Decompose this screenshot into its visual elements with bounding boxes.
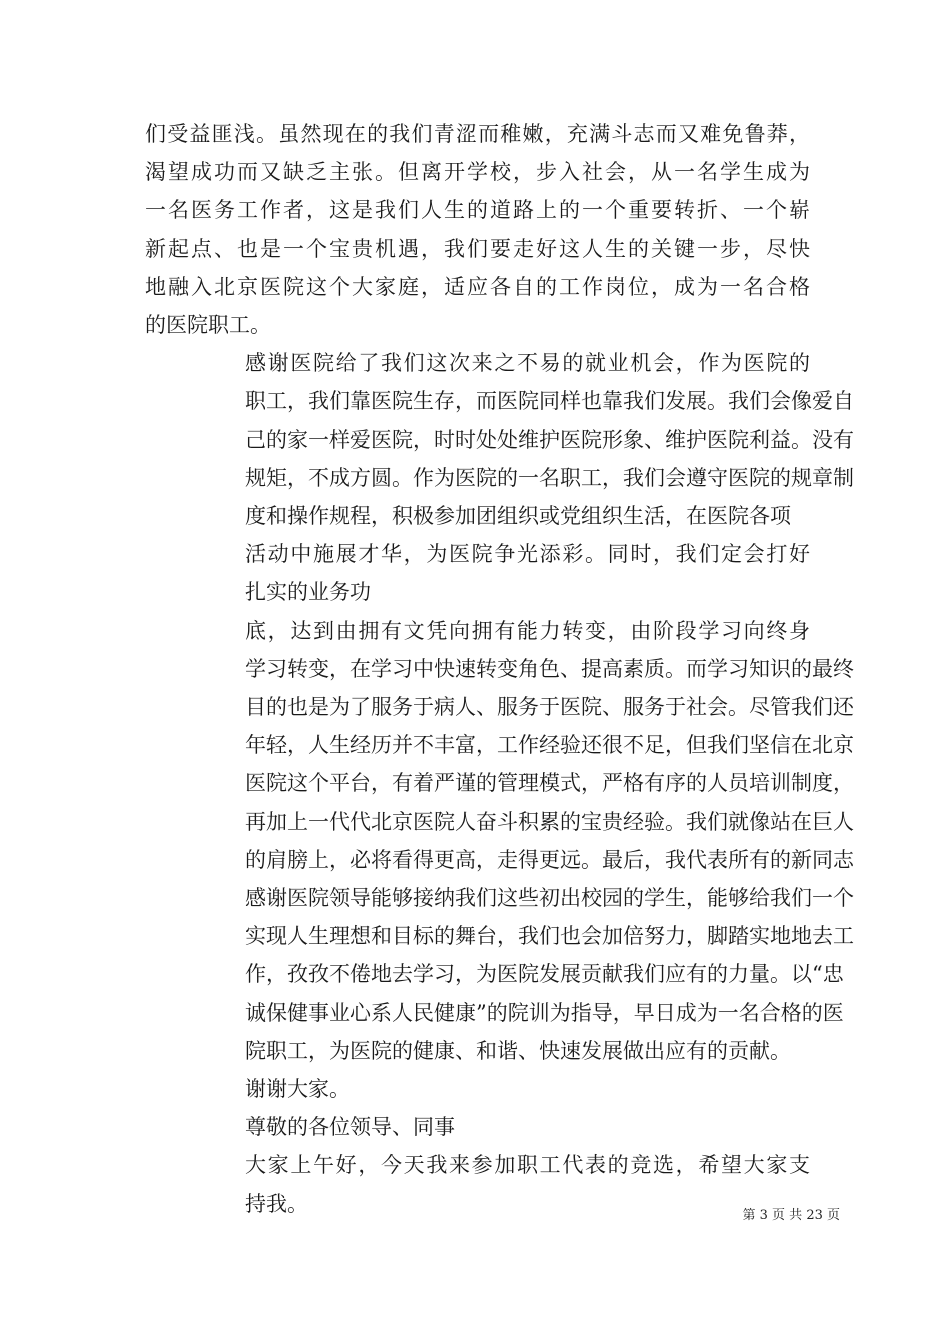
text-line: 渴望成功而又缺乏主张。但离开学校，步入社会，从一名学生成为	[145, 160, 810, 185]
text-line: 学习转变，在学习中快速转变角色、提高素质。而学习知识的最终	[245, 656, 854, 681]
body-text	[145, 115, 854, 1223]
text-line: 新起点、也是一个宝贵机遇，我们要走好这人生的关键一步，尽快	[145, 236, 810, 261]
text-line: 再加上一代代北京医院人奋斗积累的宝贵经验。我们就像站在巨人	[245, 809, 854, 834]
text-line: 活动中施展才华，为医院争光添彩。同时，我们定会打好	[245, 542, 810, 567]
text-line: 规矩，不成方圆。作为医院的一名职工，我们会遵守医院的规章制	[245, 465, 854, 490]
text-line: 职工，我们靠医院生存，而医院同样也靠我们发展。我们会像爱自	[245, 389, 854, 414]
paragraph	[145, 115, 810, 344]
text-line: 底，达到由拥有文凭向拥有能力转变，由阶段学习向终身	[245, 618, 810, 643]
text-line: 感谢医院领导能够接纳我们这些初出校园的学生，能够给我们一个	[245, 886, 854, 911]
text-line: 度和操作规程，积极参加团组织或党组织生活，在医院各项	[245, 504, 791, 529]
text-line: 己的家一样爱医院，时时处处维护医院形象、维护医院利益。没有	[245, 427, 854, 452]
text-line: 扎实的业务功	[245, 580, 371, 605]
text-line: 医院这个平台，有着严谨的管理模式，严格有序的人员培训制度，	[245, 771, 854, 796]
text-line: 感谢医院给了我们这次来之不易的就业机会，作为医院的	[245, 351, 810, 376]
text-line: 院职工，为医院的健康、和谐、快速发展做出应有的贡献。	[245, 1038, 791, 1063]
text-line: 目的也是为了服务于病人、服务于医院、服务于社会。尽管我们还	[245, 695, 854, 720]
page-number: 第 3 页 共 23 页	[742, 1208, 840, 1223]
text-line: 尊敬的各位领导、同事	[245, 1115, 455, 1140]
text-line: 们受益匪浅。虽然现在的我们青涩而稚嫩，充满斗志而又难免鲁莽，	[145, 122, 810, 146]
text-line: 诚保健事业心系人民健康”的院训为指导，早日成为一名合格的医	[245, 1000, 844, 1025]
paragraph	[145, 1108, 810, 1146]
text-line: 的肩膀上，必将看得更高，走得更远。最后，我代表所有的新同志	[245, 847, 854, 872]
paragraph	[145, 612, 854, 1070]
text-line: 一名医务工作者，这是我们人生的道路上的一个重要转折、一个崭	[145, 198, 810, 223]
text-line: 持我。	[245, 1191, 308, 1216]
text-line: 谢谢大家。	[245, 1077, 350, 1102]
paragraph	[145, 1070, 810, 1108]
text-line: 地融入北京医院这个大家庭，适应各自的工作岗位，成为一名合格	[145, 274, 810, 299]
paragraph	[145, 535, 810, 611]
paragraph	[145, 344, 854, 535]
text-line: 作，孜孜不倦地去学习，为医院发展贡献我们应有的力量。以“忠	[245, 962, 844, 987]
text-line: 年轻，人生经历并不丰富，工作经验还很不足，但我们坚信在北京	[245, 733, 854, 758]
text-line: 的医院职工。	[145, 313, 271, 338]
text-line: 大家上午好，今天我来参加职工代表的竞选，希望大家支	[245, 1153, 810, 1178]
text-line: 实现人生理想和目标的舞台，我们也会加倍努力，脚踏实地地去工	[245, 924, 854, 949]
